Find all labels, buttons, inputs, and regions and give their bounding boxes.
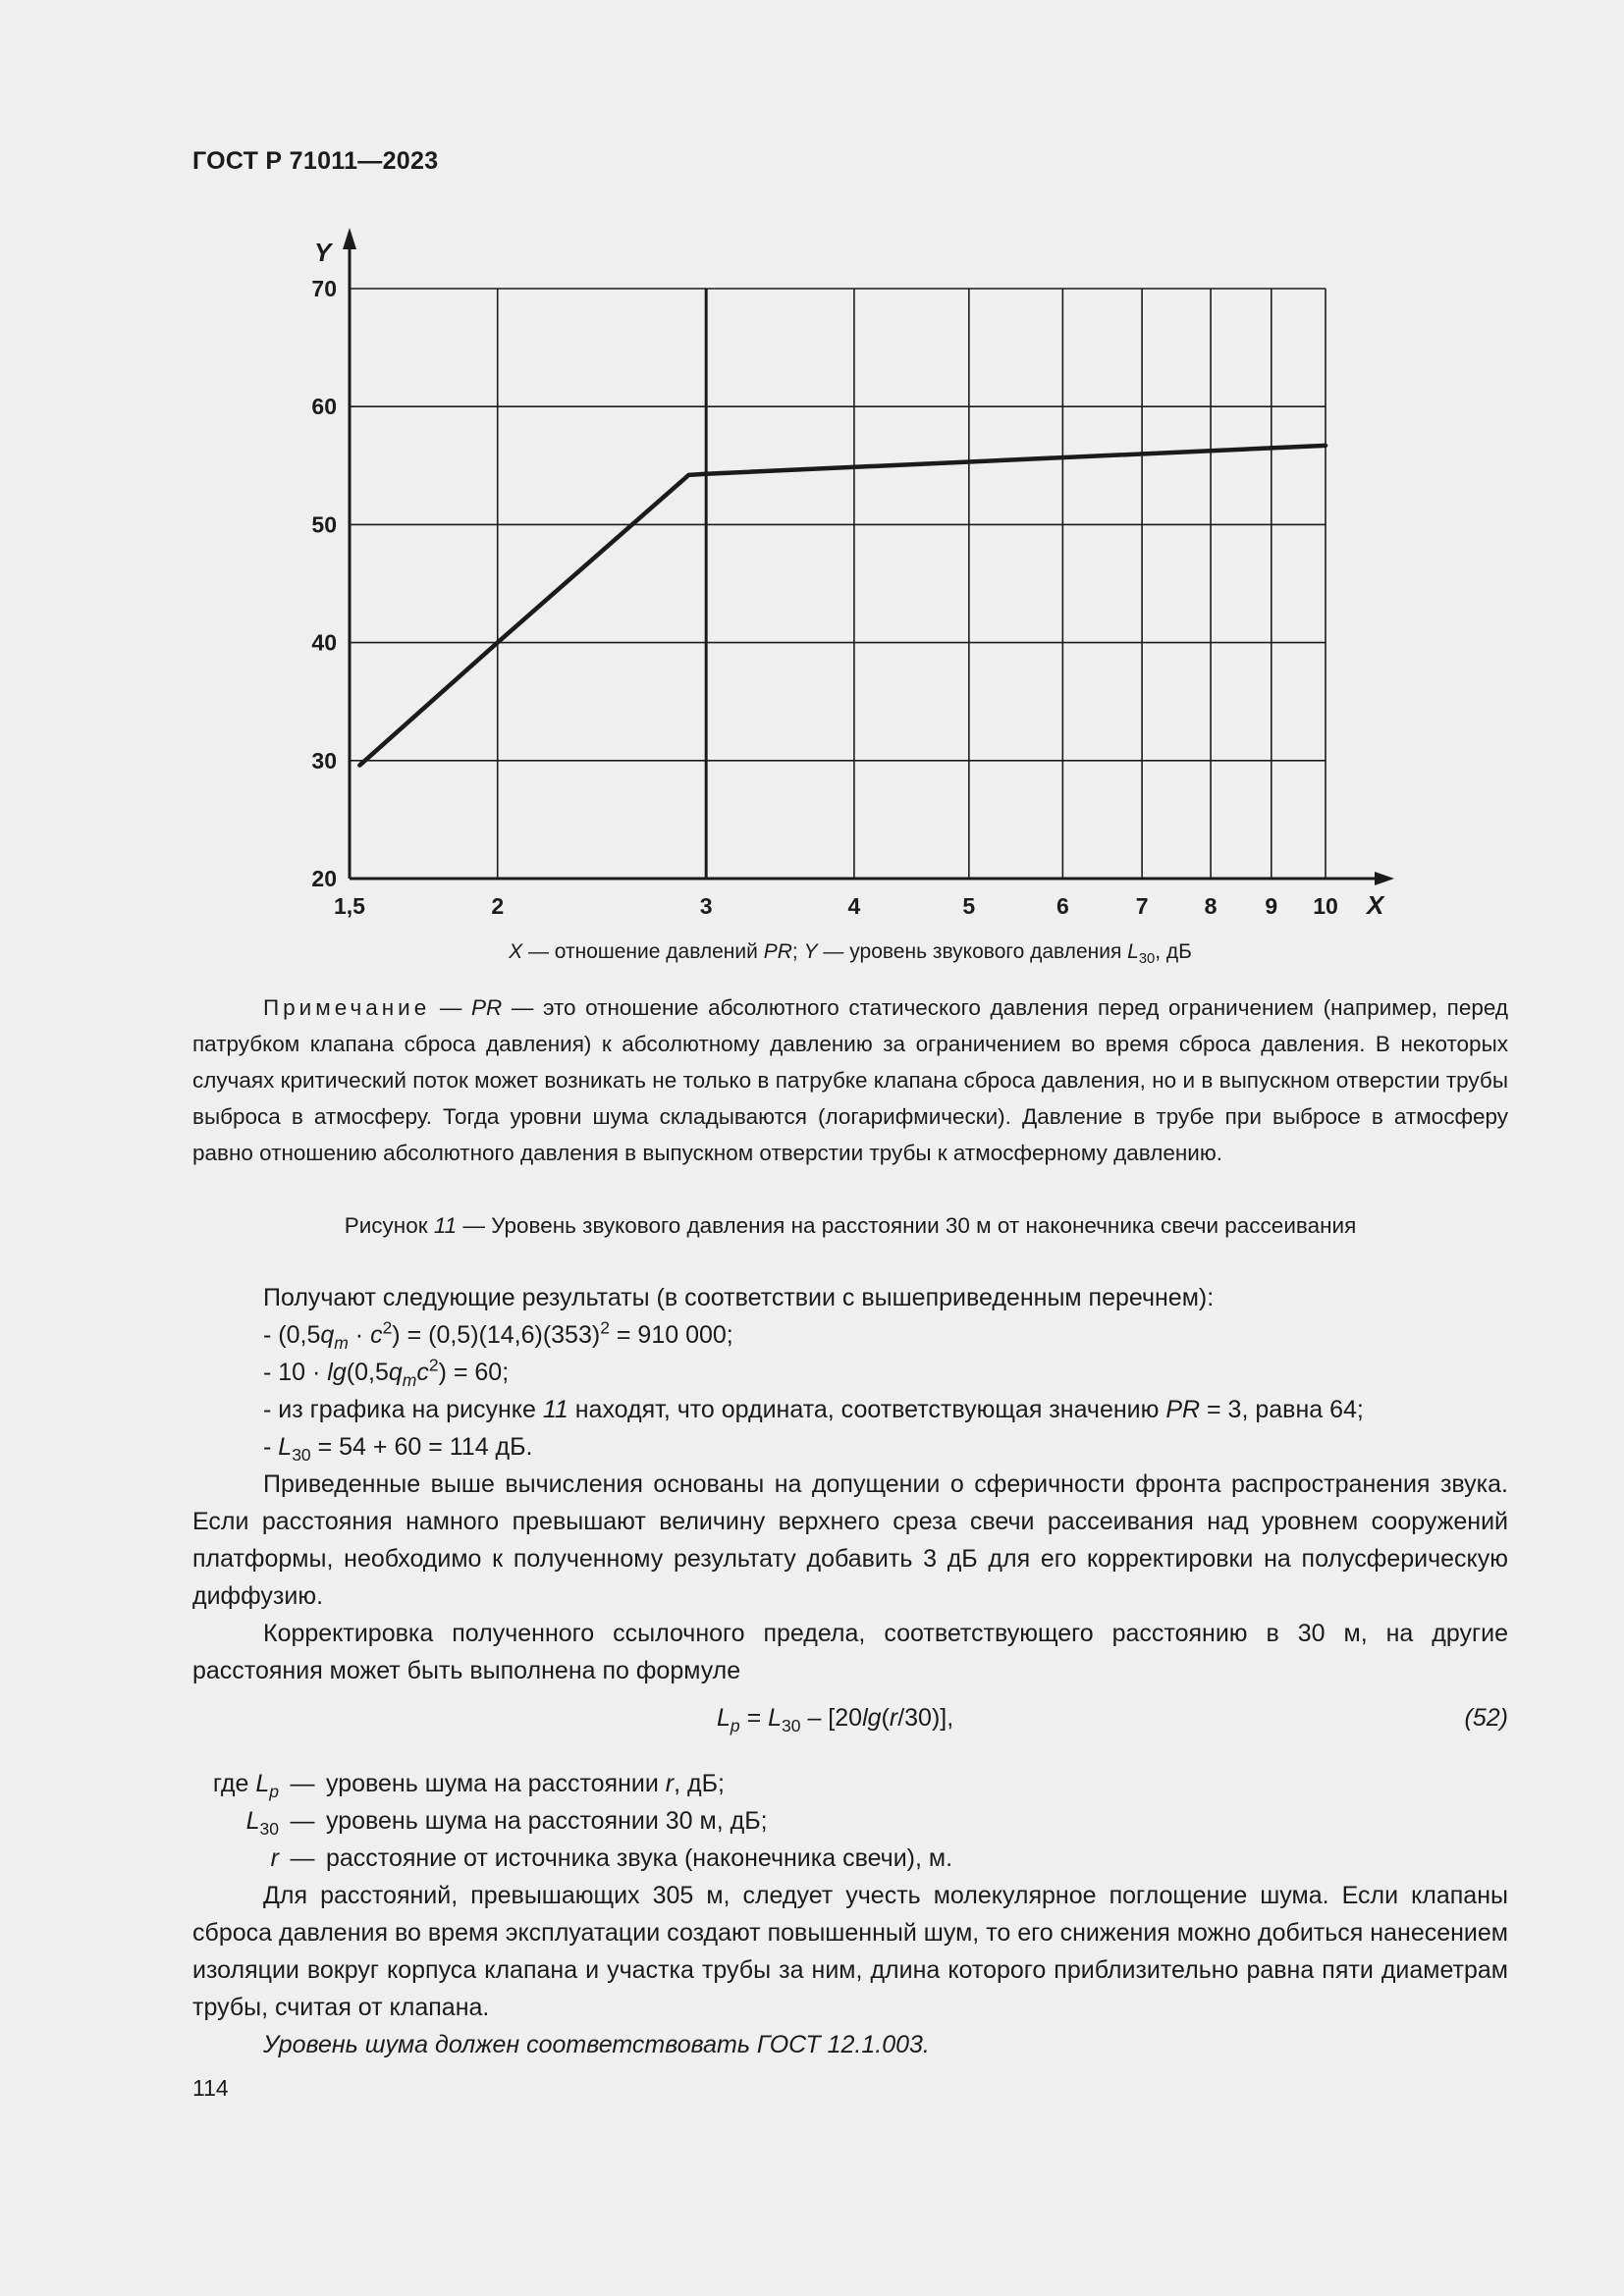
x-tick-label: 9	[1265, 893, 1278, 919]
x-tick-label: 5	[962, 893, 976, 919]
paragraph-requirement: Уровень шума должен соответствовать ГОСТ 12.1.003.	[263, 2031, 930, 2058]
x-tick-label: 7	[1135, 893, 1149, 919]
y-symbol: Y	[803, 940, 818, 963]
legend-row-lp: где $L_p$ — уровень шума на расстоянии r, дБ;	[212, 1770, 725, 1801]
paragraph-spherical: Приведенные выше вычисления основаны на допущении о сферичности фронта распространения звука. Если расстояния намного превышают величину верхнего среза свечи рассеивания над уровнем сооружений платформы, необходимо к полученному результату добавить 3 дБ для его корректировки на полусферическую диффузию.	[192, 1470, 1508, 1610]
x-tick-label: 1,5	[334, 893, 365, 919]
x-tick-label: 4	[847, 893, 861, 919]
result-item-2: - $10 \cdot \lg(0,5q_mc^2) = 60$;	[263, 1355, 510, 1390]
y-tick-label: 30	[311, 747, 337, 774]
axis-caption: X — отношение давлений PR; Y — уровень звукового давления $L_{30}$, дБ	[509, 940, 1192, 968]
figure-number: 11	[433, 1213, 458, 1238]
formula-legend	[192, 1765, 952, 1877]
chart-ticks	[311, 276, 1337, 919]
x-tick-label: 3	[699, 893, 713, 919]
results-list	[192, 1279, 1508, 1466]
noise-level-chart	[0, 0, 1624, 982]
x-symbol: X	[509, 940, 523, 963]
series-line-l30	[359, 446, 1326, 766]
x-tick-label: 8	[1204, 893, 1218, 919]
page-number: 114	[192, 2075, 229, 2101]
figure-note: Примечание — PR — это отношение абсолютного статического давления перед ограничением (например, перед патрубком клапана сброса давления) к абсолютному давлению за ограничением во время сброса давления. В некоторых случаях критический поток может возникать не только в патрубке клапана сброса давления, но и в выпускном отверстии трубы выброса в атмосферу. Тогда уровни шума складываются (логарифмически). Давление в трубе при выбросе в атмосферу равно отношению абсолютного давления в выпускном отверстии трубы к атмосферному давлению.	[192, 995, 1508, 1165]
y-tick-label: 50	[311, 511, 337, 538]
x-tick-label: 10	[1313, 893, 1338, 919]
paragraph-distances: Для расстояний, превышающих 305 м, следует учесть молекулярное поглощение шума. Если клапаны сброса давления во время эксплуатации создают повышенный шум, то его снижения можно добиться нанесением изоляции вокруг корпуса клапана и участка трубы за ним, длина которого приблизительно равна пяти диаметрам трубы, считая от клапана.	[192, 1882, 1508, 2021]
y-tick-label: 40	[311, 629, 337, 656]
chart-series	[359, 446, 1326, 766]
x-tick-label: 2	[491, 893, 505, 919]
y-tick-label: 60	[311, 394, 337, 420]
paragraph-correction: Корректировка полученного ссылочного предела, соответствующего расстоянию в 30 м, на другие расстояния может быть выполнена по формуле	[192, 1620, 1508, 1684]
y-axis-title: Y	[314, 238, 332, 267]
result-item-4: - $L_{30} = 54 + 60 = 114$ дБ.	[263, 1433, 533, 1465]
x-tick-label: 6	[1056, 893, 1069, 919]
x-axis-title: X	[1367, 890, 1384, 920]
result-item-1: - $(0,5q_m \cdot c^2) = (0,5)(14,6)(353)^2 = 910$ 000;	[263, 1317, 733, 1353]
y-axis-arrow	[343, 228, 356, 249]
legend-row-r: r — расстояние от источника звука (наконечника свечи), м.	[270, 1844, 953, 1872]
note-label: Примечание	[263, 995, 431, 1020]
y-tick-label: 20	[311, 866, 337, 891]
legend-row-l30: $L_{30}$ — уровень шума на расстоянии 30 м, дБ;	[245, 1807, 768, 1839]
results-intro: Получают следующие результаты (в соответствии с вышеприведенным перечнем):	[263, 1284, 1215, 1311]
chart-grid	[350, 289, 1326, 879]
formula-number: (52)	[1464, 1704, 1508, 1732]
formula-expression: $L_p = L_{30} - [20\lg(r/30)]$,	[717, 1704, 954, 1735]
x-axis-arrow	[1375, 872, 1394, 885]
figure-caption: Рисунок 11 — Уровень звукового давления на расстоянии 30 м от наконечника свечи рассеивания	[344, 1213, 1357, 1238]
y-tick-label: 70	[311, 276, 337, 301]
document-header: ГОСТ Р 71011—2023	[192, 147, 439, 175]
result-item-3: - из графика на рисунке 11 находят, что ордината, соответствующая значению PR = 3, равна 64;	[263, 1396, 1364, 1423]
formula-52	[192, 1704, 1508, 1743]
